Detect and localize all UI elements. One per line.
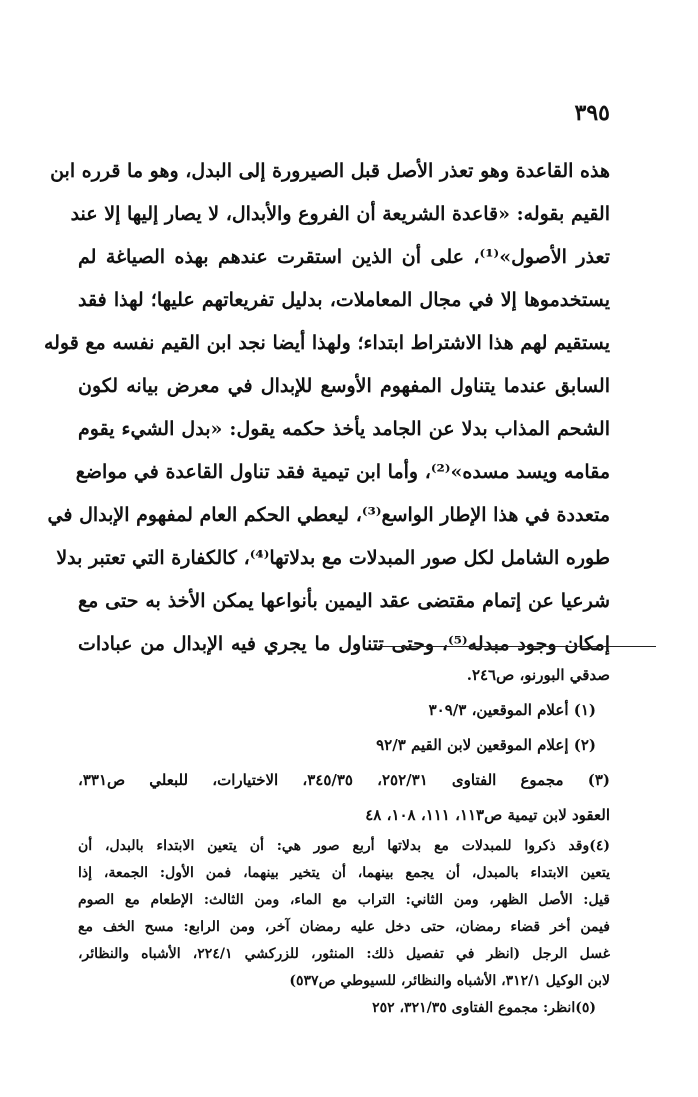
text-line: شرعيا عن إتمام مقتضى عقد اليمين بأنواعها يمكن الأخذ به حتى مع	[78, 590, 610, 612]
footnote-carryover: صدقي البورنو، ص٢٤٦.	[466, 666, 610, 684]
text-line: متعددة في هذا الإطار الواسع⁽³⁾، ليعطي الحكم العام لمفهوم الإبدال في	[47, 504, 610, 526]
footnote-1: (١) أعلام الموقعين، ٣٠٩/٣	[428, 701, 596, 719]
text-line: يستخدموها إلا في مجال المعاملات، بدليل تفريعاتهم عليها؛ لهذا فقد	[78, 289, 610, 311]
main-text	[43, 150, 611, 666]
footnotes	[78, 658, 610, 1022]
footnote-4-line: لابن الوكيل ٣١٢/١، الأشباه والنظائر، للسيوطي ص٥٣٧)	[289, 973, 610, 989]
footnote-4-line: غسل الرجل (انظر في تفصيل ذلك: المنثور، للزركشي ٢٢٤/١، الأشباه والنظائر،	[78, 946, 611, 962]
text-line: إمكان وجود مبدله⁽⁵⁾، وحتى تتناول ما يجري فيه الإبدال من عبادات	[78, 633, 611, 655]
text-line: القيم بقوله: «قاعدة الشريعة أن الفروع والأبدال، لا يصار إليها إلا عند	[70, 203, 610, 225]
text-line: هذه القاعدة وهو تعذر الأصل قبل الصيرورة إلى البدل، وهو ما قرره ابن	[50, 160, 610, 182]
footnote-divider	[378, 646, 656, 647]
footnote-4-line: يتعين الابتداء بالمبدل، أن يجمع بينهما، أن يتخير بينهما، فمن الأول: الجمعة، إذا	[78, 865, 610, 881]
text-line: السابق عندما يتناول المفهوم الأوسع للإبدال في معرض بيانه لكون	[78, 375, 610, 397]
text-line: مقامه ويسد مسده»⁽²⁾، وأما ابن تيمية فقد تناول القاعدة في مواضع	[75, 461, 610, 483]
text-line: الشحم المذاب بدلا عن الجامد يأخذ حكمه يقول: «بدل الشيء يقوم	[78, 418, 610, 440]
footnote-3-line-1: (٣) مجموع الفتاوى ٢٥٢/٣١، ٣٤٥/٣٥، الاختيارات، للبعلي ص٣٣١،	[78, 771, 610, 789]
footnote-5: (٥)انظر: مجموع الفتاوى ٣٢١/٣٥، ٢٥٢	[372, 1000, 596, 1016]
text-line: يستقيم لهم هذا الاشتراط ابتداء؛ ولهذا أيضا نجد ابن القيم نفسه مع قوله	[43, 332, 610, 354]
footnote-4-line: (٤)وقد ذكروا للمبدلات مع بدلاتها أربع صور هي: أن يتعين الابتداء بالبدل، أن	[78, 838, 610, 854]
footnote-3-line-2: العقود لابن تيمية ص١١٣، ١١١، ١٠٨، ٤٨	[365, 806, 610, 824]
footnote-4-line: قيل: الأصل الظهر، ومن الثاني: التراب مع الماء، ومن الثالث: الإطعام مع الصوم	[78, 892, 610, 908]
page-number: ٣٩٥	[574, 100, 610, 126]
footnote-4-line: فيمن أخر قضاء رمضان، حتى دخل عليه رمضان آخر، ومن الرابع: مسح الخف مع	[78, 919, 610, 935]
text-line: تعذر الأصول»⁽¹⁾، على أن الذين استقرت عندهم بهذه الصياغة لم	[78, 246, 610, 268]
text-line: طوره الشامل لكل صور المبدلات مع بدلاتها⁽⁴⁾، كالكفارة التي تعتبر بدلا	[56, 547, 610, 569]
footnote-2: (٢) إعلام الموقعين لابن القيم ٩٢/٣	[376, 736, 596, 754]
